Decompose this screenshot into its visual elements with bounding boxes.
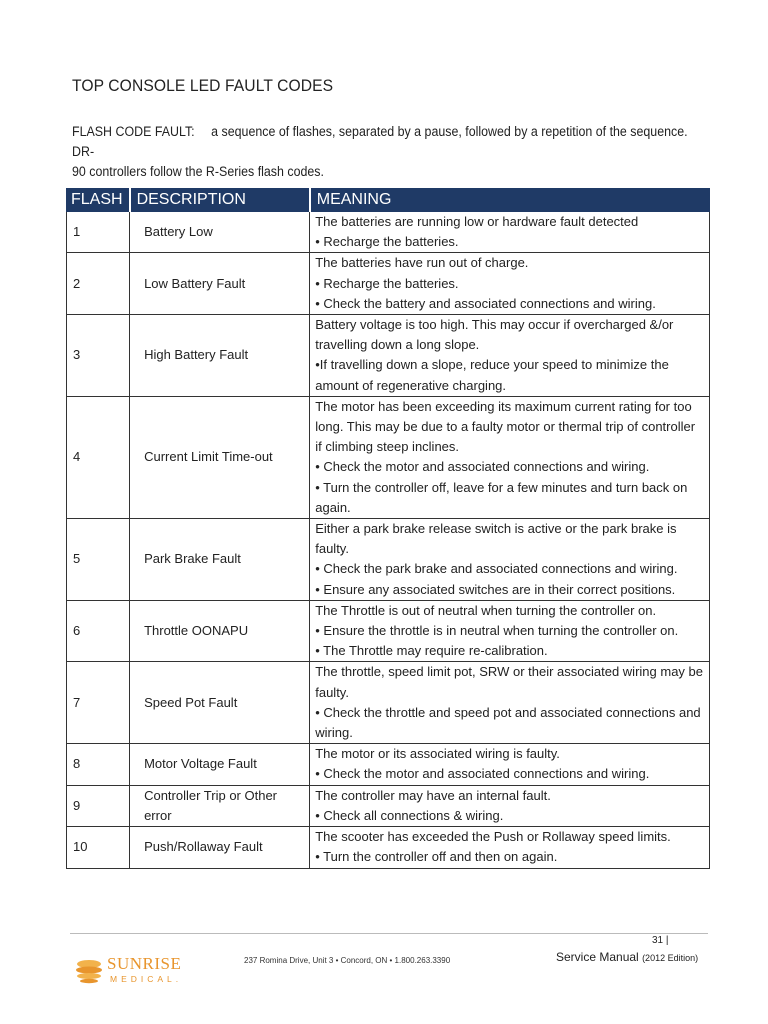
description-cell: Push/Rollaway Fault xyxy=(130,827,310,868)
footer-divider xyxy=(70,933,708,934)
flash-code-cell: 9 xyxy=(67,785,130,826)
meaning-cell xyxy=(310,519,710,601)
meaning-line: • Check the motor and associated connections and wiring. xyxy=(315,459,650,475)
meaning-line: • Recharge the batteries. xyxy=(315,234,459,250)
meaning-line: • Recharge the batteries. xyxy=(315,275,459,291)
intro-label: FLASH CODE FAULT: xyxy=(72,124,195,139)
logo-name: SUNRISE xyxy=(107,954,182,973)
meaning-line: The motor has been exceeding its maximum current rating for too xyxy=(315,398,692,414)
description-cell: Speed Pot Fault xyxy=(130,662,310,744)
meaning-cell xyxy=(310,253,710,315)
meaning-line: • Turn the controller off, leave for a few minutes and turn back on xyxy=(315,479,688,495)
table-row xyxy=(67,253,710,315)
table-row xyxy=(67,315,710,397)
meaning-line: • Check the motor and associated connections and wiring. xyxy=(315,766,650,782)
description-cell: Battery Low xyxy=(130,212,310,253)
meaning-line: • Ensure any associated switches are in their correct positions. xyxy=(315,581,676,597)
table-row xyxy=(67,396,710,518)
page-title: TOP CONSOLE LED FAULT CODES xyxy=(72,76,334,95)
page-number: 31 | xyxy=(652,935,669,946)
description-cell: Throttle OONAPU xyxy=(130,600,310,662)
description-cell: Controller Trip or Other error xyxy=(130,785,310,826)
intro-text: a sequence of flashes, separated by a pause, followed by a repetition of the sequence. DR- xyxy=(72,124,688,159)
meaning-line: • Check the park brake and associated connections and wiring. xyxy=(315,561,678,577)
meaning-line: The throttle, speed limit pot, SRW or their associated wiring may be xyxy=(315,664,703,680)
header-flash: FLASH xyxy=(67,189,130,212)
table-row xyxy=(67,600,710,662)
flash-code-cell: 7 xyxy=(67,662,130,744)
flash-code-cell: 2 xyxy=(67,253,130,315)
manual-edition: (2012 Edition) xyxy=(642,953,699,963)
intro-paragraph xyxy=(72,122,711,182)
description-cell: Park Brake Fault xyxy=(130,519,310,601)
description-cell: Low Battery Fault xyxy=(130,253,310,315)
table-row xyxy=(67,519,710,601)
fault-code-table xyxy=(66,188,710,869)
meaning-line: The motor or its associated wiring is faulty. xyxy=(315,746,560,762)
meaning-cell xyxy=(310,827,710,868)
header-description: DESCRIPTION xyxy=(130,189,310,212)
description-cell: High Battery Fault xyxy=(130,315,310,397)
meaning-line: The Throttle is out of neutral when turning the controller on. xyxy=(315,602,657,618)
meaning-line: long. This may be due to a faulty motor or thermal trip of controller xyxy=(315,419,696,435)
flash-code-cell: 8 xyxy=(67,744,130,785)
table-row xyxy=(67,744,710,785)
meaning-line: • Check all connections & wiring. xyxy=(315,807,504,823)
flash-code-cell: 5 xyxy=(67,519,130,601)
meaning-line: • Check the throttle and speed pot and associated connections and xyxy=(315,704,701,720)
meaning-cell xyxy=(310,600,710,662)
manual-name: Service Manual xyxy=(556,950,639,964)
table-body xyxy=(67,212,710,869)
meaning-cell xyxy=(310,744,710,785)
meaning-line: The batteries have run out of charge. xyxy=(315,255,529,271)
meaning-line: wiring. xyxy=(315,725,353,741)
meaning-line: The scooter has exceeded the Push or Rollaway speed limits. xyxy=(315,829,671,845)
flash-code-cell: 4 xyxy=(67,396,130,518)
meaning-line: • Turn the controller off and then on again. xyxy=(315,849,558,865)
meaning-line: The batteries are running low or hardware fault detected xyxy=(315,214,639,229)
meaning-cell xyxy=(310,662,710,744)
meaning-line: Either a park brake release switch is active or the park brake is xyxy=(315,521,677,537)
meaning-cell xyxy=(310,315,710,397)
meaning-cell xyxy=(310,212,710,253)
logo-subtitle: MEDICAL. xyxy=(110,974,183,984)
footer-address: 237 Romina Drive, Unit 3 • Concord, ON • 1.800.263.3390 xyxy=(244,956,451,965)
header-meaning: MEANING xyxy=(310,189,710,212)
meaning-line: travelling down a long slope. xyxy=(315,337,480,353)
table-header-row xyxy=(67,189,710,212)
flash-code-cell: 6 xyxy=(67,600,130,662)
meaning-line: faulty. xyxy=(315,541,349,557)
flash-code-cell: 1 xyxy=(67,212,130,253)
flash-code-cell: 3 xyxy=(67,315,130,397)
table-row xyxy=(67,662,710,744)
meaning-line: if climbing steep inclines. xyxy=(315,439,460,455)
meaning-line: again. xyxy=(315,499,351,515)
table-row xyxy=(67,212,710,253)
meaning-cell xyxy=(310,785,710,826)
meaning-line: Battery voltage is too high. This may occur if overcharged &/or xyxy=(315,317,674,333)
intro-text-2: 90 controllers follow the R-Series flash codes. xyxy=(72,164,324,179)
meaning-line: amount of regenerative charging. xyxy=(315,377,507,393)
table-row xyxy=(67,827,710,868)
flash-code-cell: 10 xyxy=(67,827,130,868)
description-cell: Current Limit Time-out xyxy=(130,396,310,518)
description-cell: Motor Voltage Fault xyxy=(130,744,310,785)
meaning-line: • Check the battery and associated connections and wiring. xyxy=(315,295,656,311)
meaning-line: faulty. xyxy=(315,684,349,700)
table-row xyxy=(67,785,710,826)
meaning-line: • Ensure the throttle is in neutral when turning the controller on. xyxy=(315,623,679,639)
meaning-line: •If travelling down a slope, reduce your speed to minimize the xyxy=(315,357,669,373)
meaning-cell xyxy=(310,396,710,518)
meaning-line: • The Throttle may require re-calibration. xyxy=(315,643,548,659)
footer-manual-title xyxy=(556,950,698,964)
meaning-line: The controller may have an internal fault. xyxy=(315,787,551,803)
